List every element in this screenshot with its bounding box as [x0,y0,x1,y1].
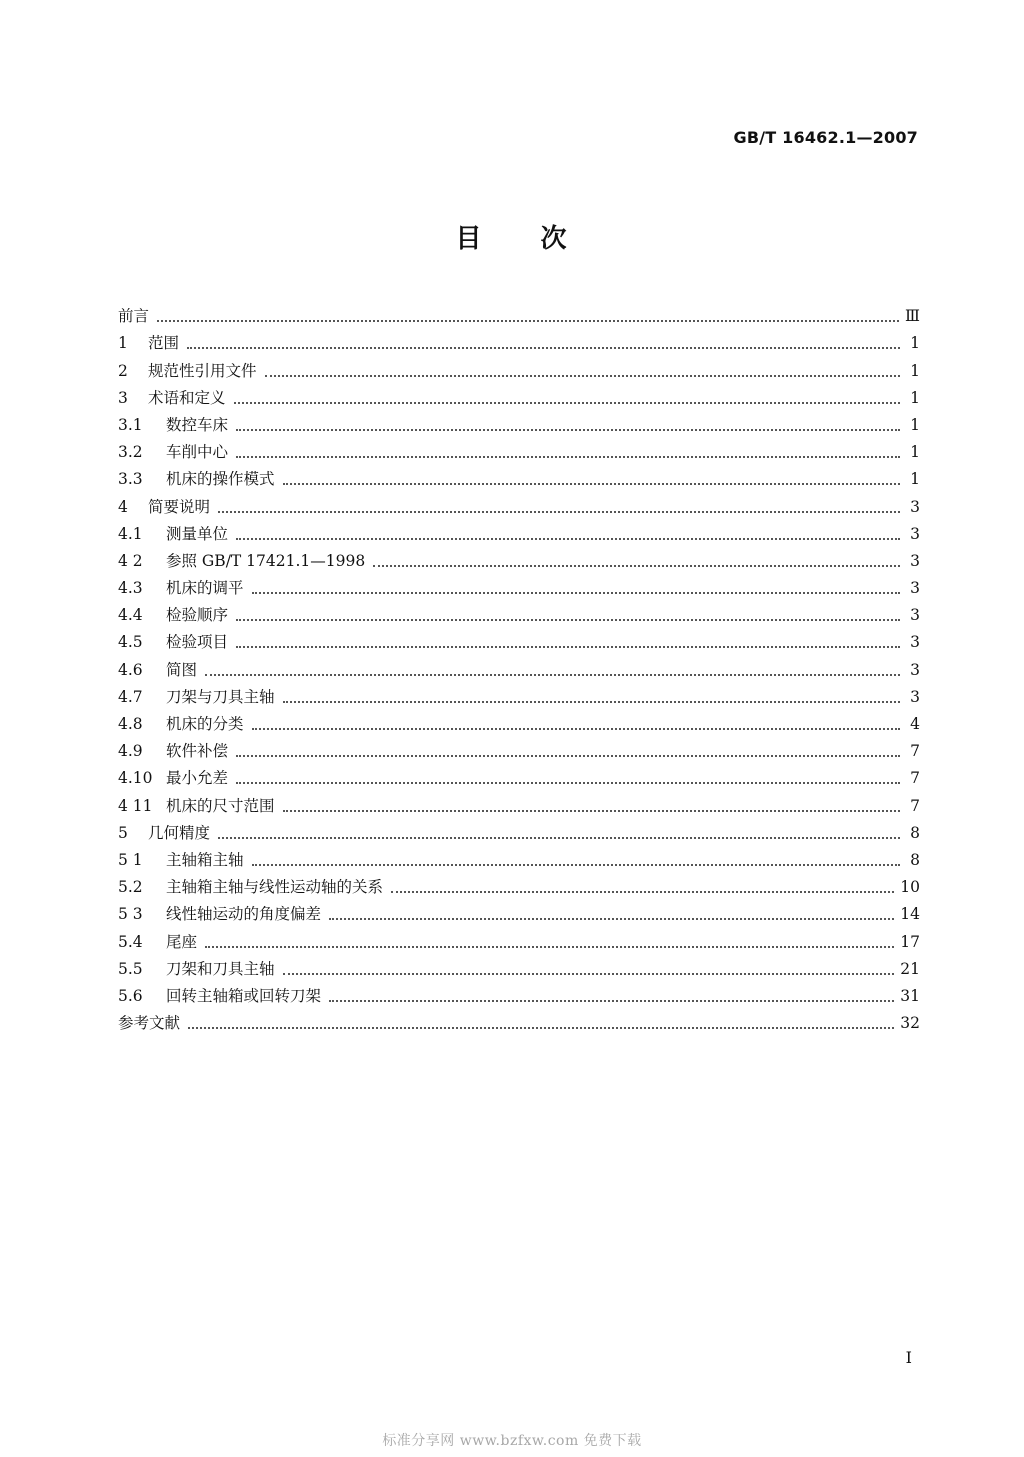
toc-entry-label: 简图 [166,660,198,679]
toc-entry[interactable] [118,412,920,439]
toc-entry-label: 尾座 [166,932,198,951]
dot-leader [236,782,900,784]
toc-entry-page: 7 [910,796,920,815]
dot-leader [157,320,899,322]
toc-entry-page: 1 [910,415,920,434]
toc-entry-page: 1 [910,361,920,380]
toc-entry-number: 3.1 [118,415,143,434]
toc-entry[interactable] [118,820,920,847]
toc-entry-label: 检验顺序 [166,606,229,625]
toc-entry[interactable] [118,956,920,983]
dot-leader [236,538,900,540]
toc-entry-number: 4 [118,497,128,516]
toc-entry-number: 4.4 [118,606,143,625]
toc-entry-page: 7 [910,769,920,788]
toc-entry-number: 4.5 [118,633,143,652]
toc-entry-page: 10 [900,878,920,897]
toc-entry-number: 5 1 [118,850,143,869]
toc-entry-page: 8 [910,850,920,869]
dot-leader [236,755,900,757]
toc-entry[interactable] [118,521,920,548]
toc-entry-page: 3 [910,606,920,625]
toc-entry-label: 数控车床 [166,415,229,434]
toc-entry-label: 参考文献 [118,1014,181,1033]
toc-entry-number: 5.2 [118,878,143,897]
toc-entry-page: 14 [900,905,920,924]
dot-leader [329,918,894,920]
dot-leader [252,728,900,730]
dot-leader [283,810,900,812]
dot-leader [265,375,900,377]
toc-entry[interactable] [118,330,920,357]
toc-entry-page: 3 [910,551,920,570]
dot-leader [283,973,895,975]
toc-entry-page: 8 [910,823,920,842]
dot-leader [187,347,900,349]
toc-entry-page: 4 [910,715,920,733]
toc-entry[interactable] [118,303,920,330]
toc-entry-number: 4.7 [118,687,143,706]
toc-entry-page: 31 [900,986,920,1005]
toc-entry-label: 机床的尺寸范围 [166,796,275,815]
toc-entry[interactable] [118,493,920,520]
toc-entry[interactable] [118,656,920,683]
toc-entry[interactable] [118,928,920,955]
toc-entry[interactable] [118,629,920,656]
toc-entry[interactable] [118,874,920,901]
toc-entry[interactable] [118,765,920,792]
toc-entry-number: 5.5 [118,959,143,978]
toc-entry-page: 3 [910,687,920,706]
toc-entry-label: 规范性引用文件 [148,361,257,380]
table-of-contents [118,303,920,1037]
dot-leader [236,429,900,431]
toc-entry[interactable] [118,901,920,928]
toc-entry-label: 简要说明 [148,497,211,516]
toc-entry[interactable] [118,466,920,493]
dot-leader [391,891,894,893]
toc-entry-label: 主轴箱主轴 [166,850,244,869]
toc-entry-label: 测量单位 [166,524,229,543]
dot-leader [329,1000,894,1002]
dot-leader [236,619,900,621]
toc-entry-page: 1 [910,470,920,489]
toc-entry-number: 3 [118,388,128,407]
toc-entry[interactable] [118,548,920,575]
toc-entry-page: 3 [910,633,920,652]
toc-entry-label: 车削中心 [166,443,229,462]
toc-entry-number: 2 [118,361,128,380]
toc-entry-label: 几何精度 [148,823,211,842]
toc-entry-label: 回转主轴箱或回转刀架 [166,986,322,1005]
toc-entry-label: 参照 GB/T 17421.1—1998 [166,551,366,570]
page-number: I [905,1348,912,1367]
watermark: 标准分享网 www.bzfxw.com 免费下载 [382,1433,642,1449]
toc-entry[interactable] [118,738,920,765]
page-title: 目 次 [455,224,569,254]
dot-leader [188,1027,894,1029]
toc-entry-number: 4.6 [118,660,143,679]
toc-entry-number: 5.4 [118,932,143,951]
toc-entry-number: 4.9 [118,742,143,761]
toc-entry[interactable] [118,983,920,1010]
dot-leader [205,674,900,676]
toc-entry[interactable] [118,602,920,629]
toc-entry-number: 3.3 [118,470,143,489]
toc-entry-number: 4.3 [118,579,143,598]
toc-entry-page: 3 [910,660,920,679]
toc-entry-label: 线性轴运动的角度偏差 [166,905,322,924]
toc-entry[interactable] [118,439,920,466]
dot-leader [236,646,900,648]
dot-leader [373,565,900,567]
toc-entry-number: 5 [118,823,128,842]
toc-entry-page: 17 [900,932,920,951]
toc-entry[interactable] [118,684,920,711]
dot-leader [252,864,900,866]
toc-entry[interactable] [118,792,920,819]
dot-leader [234,402,900,404]
toc-entry[interactable] [118,847,920,874]
toc-entry-page: 3 [910,524,920,543]
toc-entry-number: 3.2 [118,443,143,462]
toc-entry-page: 3 [910,579,920,598]
toc-entry-label: 机床的操作模式 [166,470,275,489]
standard-code: GB/T 16462.1—2007 [733,128,918,147]
toc-entry-page: 1 [910,388,920,407]
toc-entry-page: 21 [900,959,920,978]
toc-entry[interactable] [118,357,920,384]
toc-entry[interactable] [118,575,920,602]
toc-entry-number: 4 11 [118,796,153,815]
dot-leader [236,456,900,458]
toc-entry-label: 术语和定义 [148,388,226,407]
dot-leader [218,837,900,839]
dot-leader [283,483,900,485]
toc-entry-label: 刀架与刀具主轴 [166,687,275,706]
toc-entry-label: 范围 [148,334,180,353]
toc-entry-label: 机床的分类 [166,715,244,733]
toc-entry-label: 前言 [118,307,150,326]
toc-entry-number: 4.1 [118,524,143,543]
toc-entry-page: 1 [910,443,920,462]
dot-leader [218,511,900,513]
toc-entry-number: 4.8 [118,715,143,733]
toc-entry-label: 检验项目 [166,633,229,652]
toc-entry[interactable] [118,711,920,738]
toc-entry-label: 刀架和刀具主轴 [166,959,275,978]
toc-entry-number: 5.6 [118,986,143,1005]
toc-entry-number: 1 [118,334,128,353]
dot-leader [283,701,900,703]
toc-entry-number: 4.10 [118,769,153,788]
toc-entry-label: 软件补偿 [166,742,229,761]
toc-entry-number: 4 2 [118,551,143,570]
toc-entry-page: 1 [910,334,920,353]
toc-entry-page: 32 [900,1014,920,1033]
toc-entry-label: 机床的调平 [166,579,244,598]
toc-entry-page: 7 [910,742,920,761]
toc-entry[interactable] [118,385,920,412]
toc-entry-number: 5 3 [118,905,143,924]
toc-entry-page: 3 [910,497,920,516]
toc-entry-page: Ⅲ [905,307,920,326]
toc-entry-label: 主轴箱主轴与线性运动轴的关系 [166,878,384,897]
dot-leader [205,946,894,948]
dot-leader [252,592,900,594]
toc-entry-label: 最小允差 [166,769,229,788]
toc-entry[interactable] [118,1010,920,1037]
